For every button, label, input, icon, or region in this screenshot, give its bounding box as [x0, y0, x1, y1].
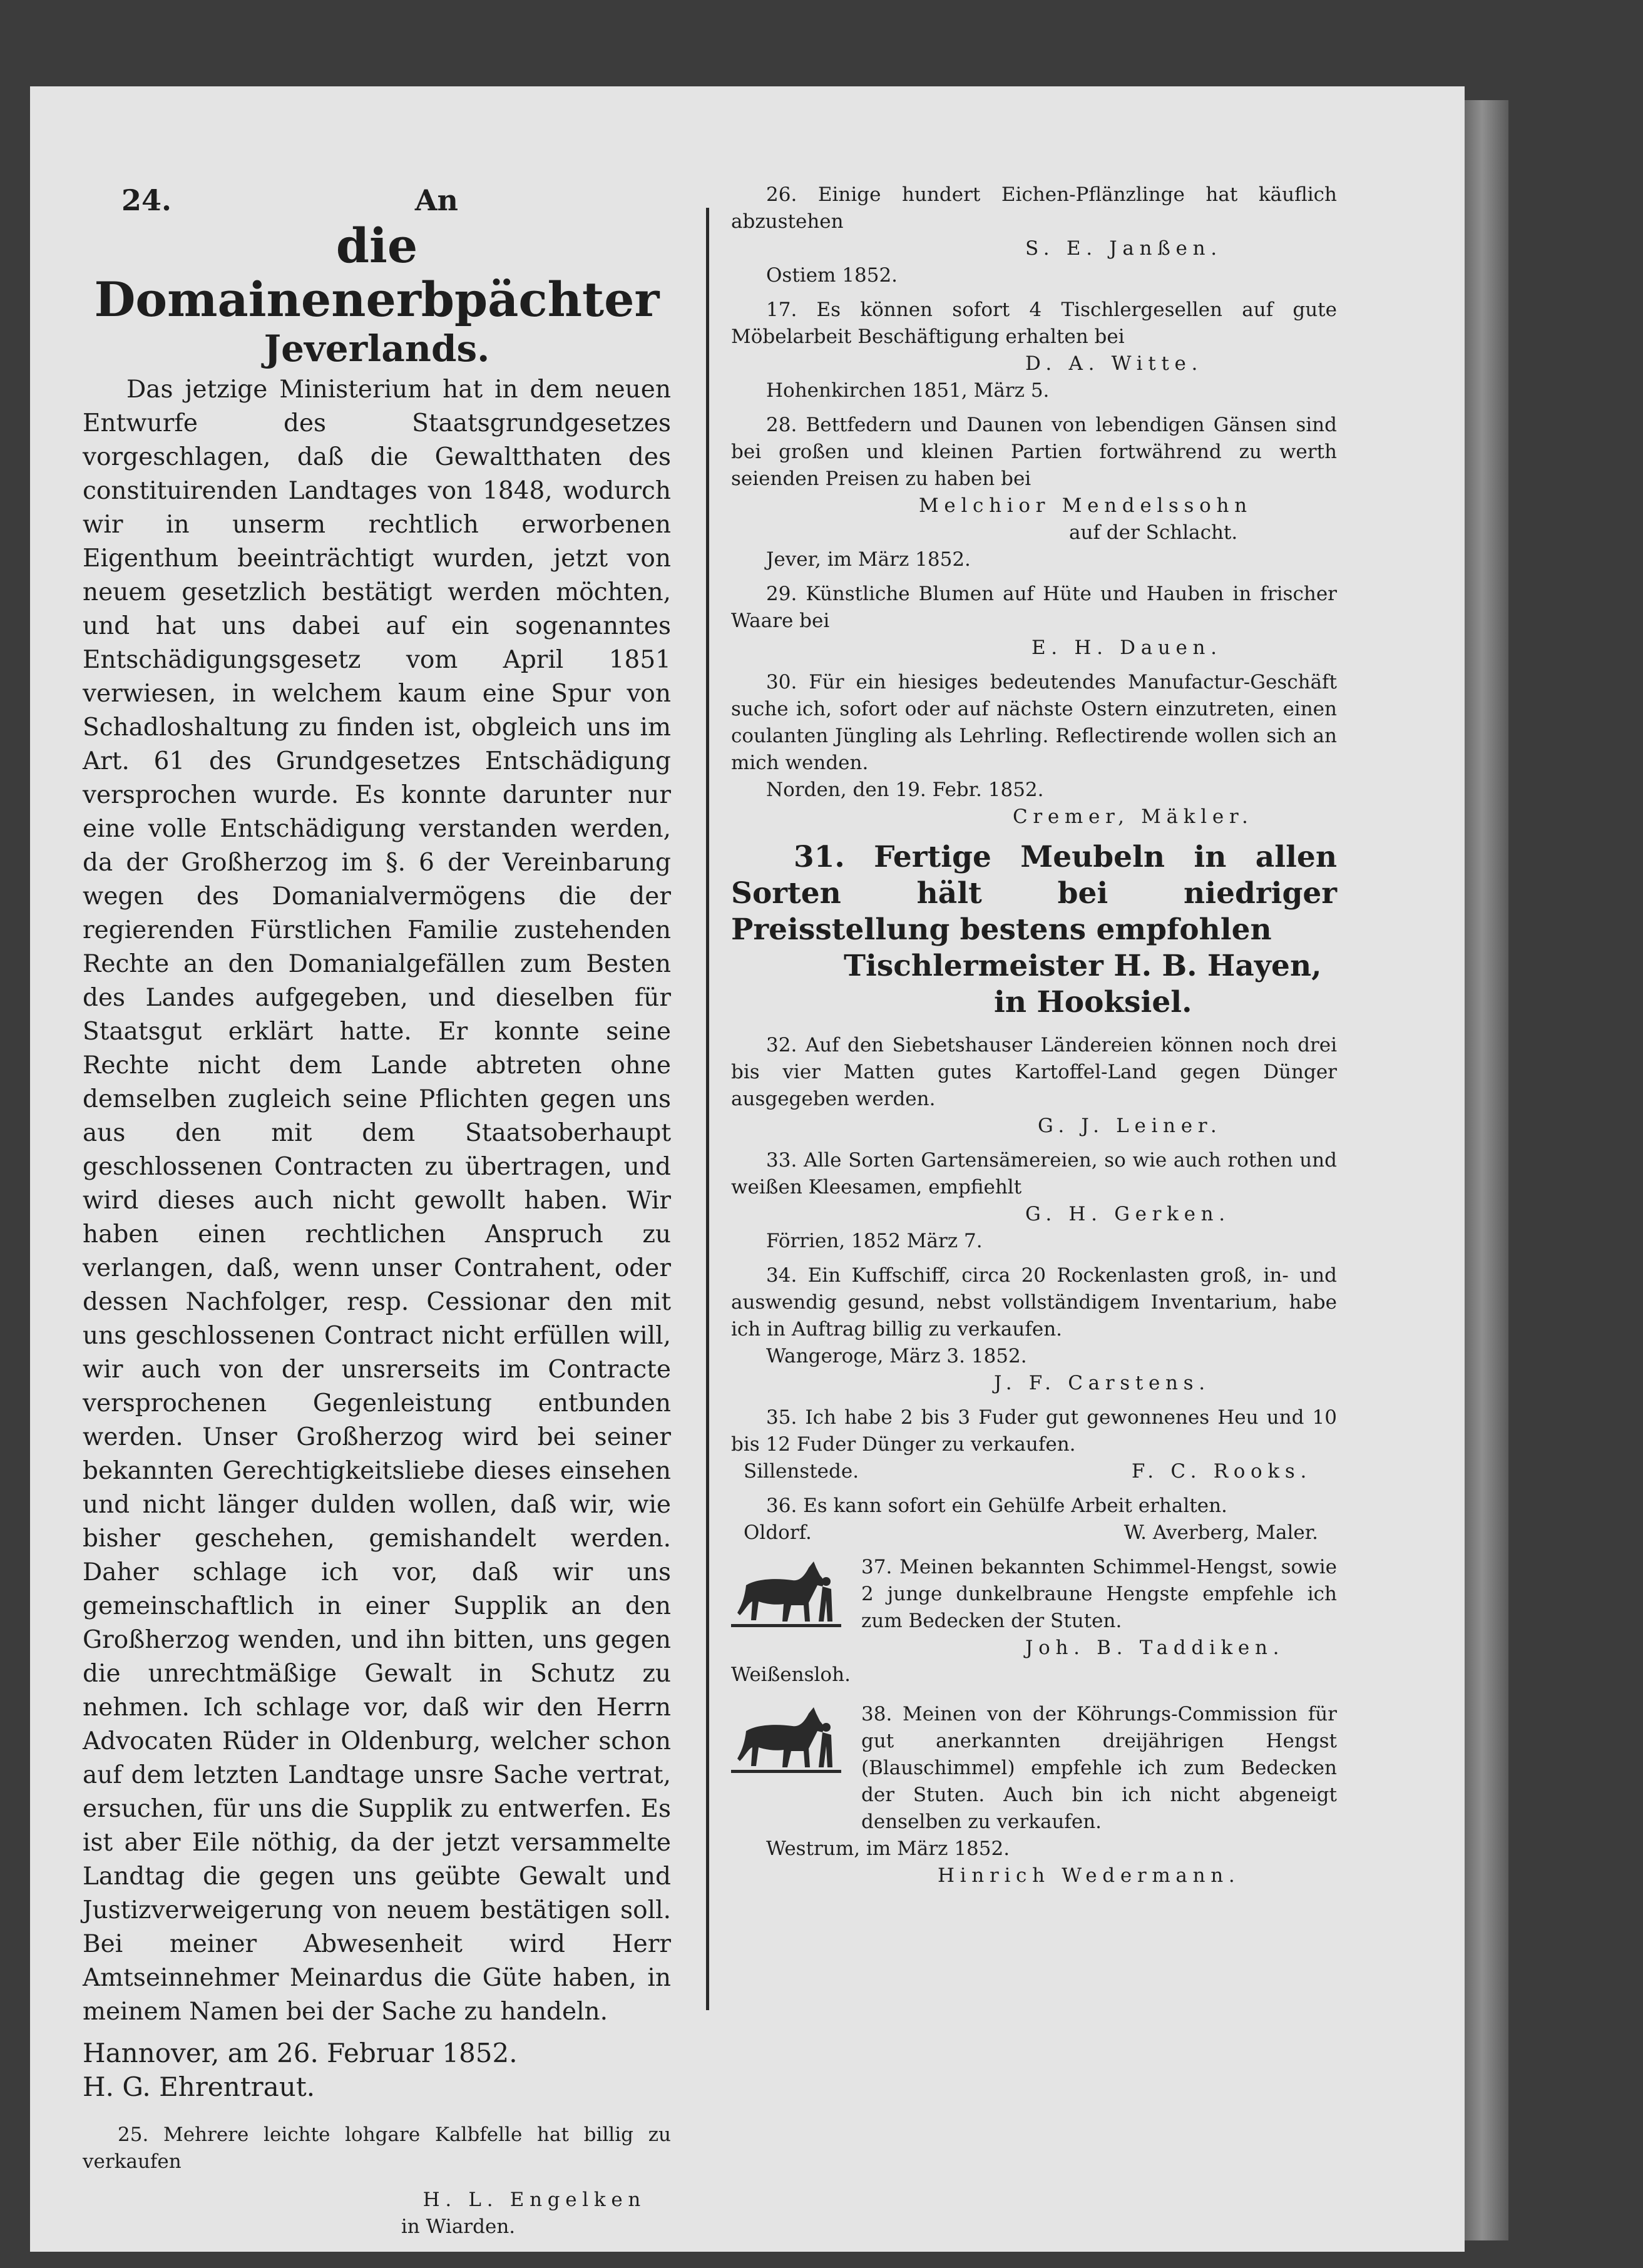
ad-text: 36. Es kann sofort ein Gehülfe Arbeit erhalten.: [766, 1494, 1227, 1517]
ad-text: 29. Künstliche Blumen auf Hüte und Hauben in frischer Waare bei: [731, 583, 1337, 632]
ad-35: [731, 1404, 1337, 1485]
ad-signature: H. L. Engelken: [422, 2189, 646, 2211]
left-column: [83, 181, 671, 2240]
ad-signature: Hinrich Wedermann.: [938, 1864, 1241, 1887]
ad-26: [731, 181, 1337, 289]
ad-text: 31. Fertige Meubeln in allen Sorten hält bei niedriger Preisstellung bestens empfohlen: [731, 840, 1337, 947]
ad-place: Ostiem 1852.: [766, 264, 898, 287]
notice-salutation: An: [414, 183, 458, 217]
ad-29: [731, 581, 1337, 662]
ad-place: Hohenkirchen 1851, März 5.: [766, 379, 1050, 402]
ad-signature: S. E. Janßen.: [1025, 237, 1222, 260]
ad-text: 25. Mehrere leichte lohgare Kalbfelle hat billig zu verkaufen: [83, 2123, 671, 2173]
ad-31: [731, 839, 1337, 1021]
ad-signature: G. H. Gerken.: [1025, 1203, 1231, 1225]
book-spine: [1465, 100, 1508, 2240]
ad-place: Jever, im März 1852.: [766, 548, 971, 571]
ad-text: 34. Ein Kuffschiff, circa 20 Rockenlasten groß, in- und auswendig gesund, nebst vollständigem Inventarium, habe ich in Auftrag billig zu verkaufen.: [731, 1264, 1337, 1341]
ad-address: auf der Schlacht.: [1069, 521, 1238, 544]
ad-38: [731, 1701, 1337, 1889]
ad-33: [731, 1147, 1337, 1255]
ad-28: [731, 412, 1337, 573]
column-divider: [706, 208, 709, 2010]
notice-body: [83, 373, 671, 2029]
ad-signature: J. F. Carstens.: [994, 1372, 1210, 1394]
ad-27: [731, 297, 1337, 404]
ad-signature: Tischlermeister H. B. Hayen,: [844, 949, 1322, 983]
ad-36: [731, 1493, 1337, 1546]
ad-text: 37. Meinen bekannten Schimmel-Hengst, sowie 2 junge dunkelbraune Hengste empfehle ich zum Bedecken der Stuten.: [861, 1556, 1337, 1632]
ad-30: [731, 669, 1337, 830]
notice-signature: H. G. Ehrentraut.: [83, 2071, 315, 2102]
ad-place: Weißensloh.: [731, 1663, 851, 1686]
ad-32: [731, 1032, 1337, 1140]
ad-text: 35. Ich habe 2 bis 3 Fuder gut gewonnenes Heu und 10 bis 12 Fuder Dünger zu verkaufen.: [731, 1406, 1337, 1456]
notice-title: die Domainenerbpächter: [94, 218, 660, 327]
ad-text: 32. Auf den Siebetshauser Ländereien können noch drei bis vier Matten gutes Kartoffel-Land gegen Dünger ausgegeben werden.: [731, 1034, 1337, 1110]
notice-paragraph: Das jetzige Ministerium hat in dem neuen Entwurfe des Staatsgrundgesetzes vorgeschlagen, daß die Gewaltthaten des constituirenden Landtages von 1848, wodurch wir in unserm rechtlich erworbenen Eigenthum beeinträchtigt wurden, jetzt von neuem gesetzlich bestätigt werden möchten, und hat uns dabei auf ein sogenanntes Entschädigungsgesetz vom April 1851 verwiesen, in welchem kaum eine Spur von Schadloshaltung zu finden ist, obgleich uns im Art. 61 des Grundgesetzes Entschädigung versprochen wurde. Es konnte darunter nur eine volle Entschädigung verstanden werden, da der Großherzog im §. 6 der Vereinbarung wegen des Domanialvermögens die der regierenden Fürstlichen Familie zustehenden Rechte an den Domanialgefällen zum Besten des Landes aufgegeben, und dieselben für Staatsgut erklärt hatte. Er konnte seine Rechte nicht dem Lande abtreten ohne demselben zugleich seine Pflichten gegen uns aus den mit dem Staatsoberhaupt geschlossenen Contracten zu übertragen, und wird dieses auch nicht gewollt haben. Wir haben einen rechtlichen Anspruch zu verlangen, daß, wenn unser Contrahent, oder dessen Nachfolger, resp. Cessionar den mit uns geschlossenen Contract nicht erfüllen will, wir auch von der unsrerseits im Contracte versprochenen Gegenleistung entbunden werden. Unser Großherzog wird bei seiner bekannten Gerechtigkeitsliebe dieses einsehen und nicht länger dulden wollen, daß wir, wie bisher geschehen, gemishandelt werden. Daher schlage ich vor, daß wir uns gemeinschaftlich in einer Supplik an den Großherzog wenden, und ihn bitten, uns gegen die unrechtmäßige Gewalt in Schutz zu nehmen. Ich schlage vor, daß wir den Herrn Advocaten Rüder in Oldenburg, welcher schon auf dem letzten Landtage unsre Sache vertrat, ersuchen, für uns die Supplik zu entwerfen. Es ist aber Eile nöthig, da der jetzt versammelte Landtag die gegen uns geübte Gewalt und Justizverweigerung von neuem bestätigen soll. Bei meiner Abwesenheit wird Herr Amtseinnehmer Meinardus die Güte haben, in meinem Namen bei der Sache zu handeln.: [83, 375, 671, 2026]
ad-25: [83, 2122, 671, 2240]
ad-place: Wangeroge, März 3. 1852.: [766, 1345, 1027, 1367]
right-column: [731, 181, 1337, 1889]
ad-text: 38. Meinen von der Köhrungs-Commission für gut anerkannten dreijährigen Hengst (Blauschimmel) empfehle ich zum Bedecken der Stuten. Auch bin ich nicht abgeneigt denselben zu verkaufen.: [861, 1703, 1337, 1833]
ad-place: in Hooksiel.: [994, 985, 1192, 1019]
ad-text: 28. Bettfedern und Daunen von lebendigen Gänsen sind bei großen und kleinen Partien fortwährend zu werth seienden Preisen zu haben bei: [731, 414, 1337, 490]
ad-signature: Joh. B. Taddiken.: [1025, 1637, 1285, 1659]
ad-place: in Wiarden.: [401, 2215, 516, 2238]
horse-woodcut-icon: [731, 1556, 841, 1630]
ad-signature: Cremer, Mäkler.: [1013, 805, 1254, 828]
ad-37: [731, 1554, 1337, 1688]
ad-place: Norden, den 19. Febr. 1852.: [766, 779, 1044, 801]
ad-signature: Melchior Mendelssohn: [919, 494, 1252, 517]
ad-text: 17. Es können sofort 4 Tischlergesellen auf gute Möbelarbeit Beschäftigung erhalten bei: [731, 299, 1337, 348]
ad-place: Oldorf.: [744, 1521, 812, 1544]
ad-place: Förrien, 1852 März 7.: [766, 1230, 983, 1252]
notice-24: [83, 181, 671, 2104]
ad-text: 26. Einige hundert Eichen-Pflänzlinge hat käuflich abzustehen: [731, 183, 1337, 233]
ad-text: 33. Alle Sorten Gartensämereien, so wie auch rothen und weißen Kleesamen, empfiehlt: [731, 1149, 1337, 1198]
notice-dateline: Hannover, am 26. Februar 1852.: [83, 2038, 518, 2068]
ad-text: 30. Für ein hiesiges bedeutendes Manufactur-Geschäft suche ich, sofort oder auf nächste Ostern einzutreten, einen coulanten Jüngling als Lehrling. Reflectirende wollen sich an mich wenden.: [731, 671, 1337, 774]
ad-place: Sillenstede.: [744, 1460, 859, 1483]
ad-signature: E. H. Dauen.: [1031, 636, 1222, 659]
ad-34: [731, 1262, 1337, 1397]
ad-signature: W. Averberg, Maler.: [1123, 1521, 1318, 1544]
ad-signature: D. A. Witte.: [1025, 352, 1204, 375]
ad-signature: F. C. Rooks.: [1131, 1460, 1312, 1483]
notice-subtitle: Jeverlands.: [264, 327, 490, 370]
ad-signature: G. J. Leiner.: [1038, 1115, 1222, 1137]
notice-number: 24.: [121, 183, 172, 217]
horse-woodcut-icon: [731, 1702, 841, 1776]
ad-place: Westrum, im März 1852.: [766, 1837, 1010, 1860]
